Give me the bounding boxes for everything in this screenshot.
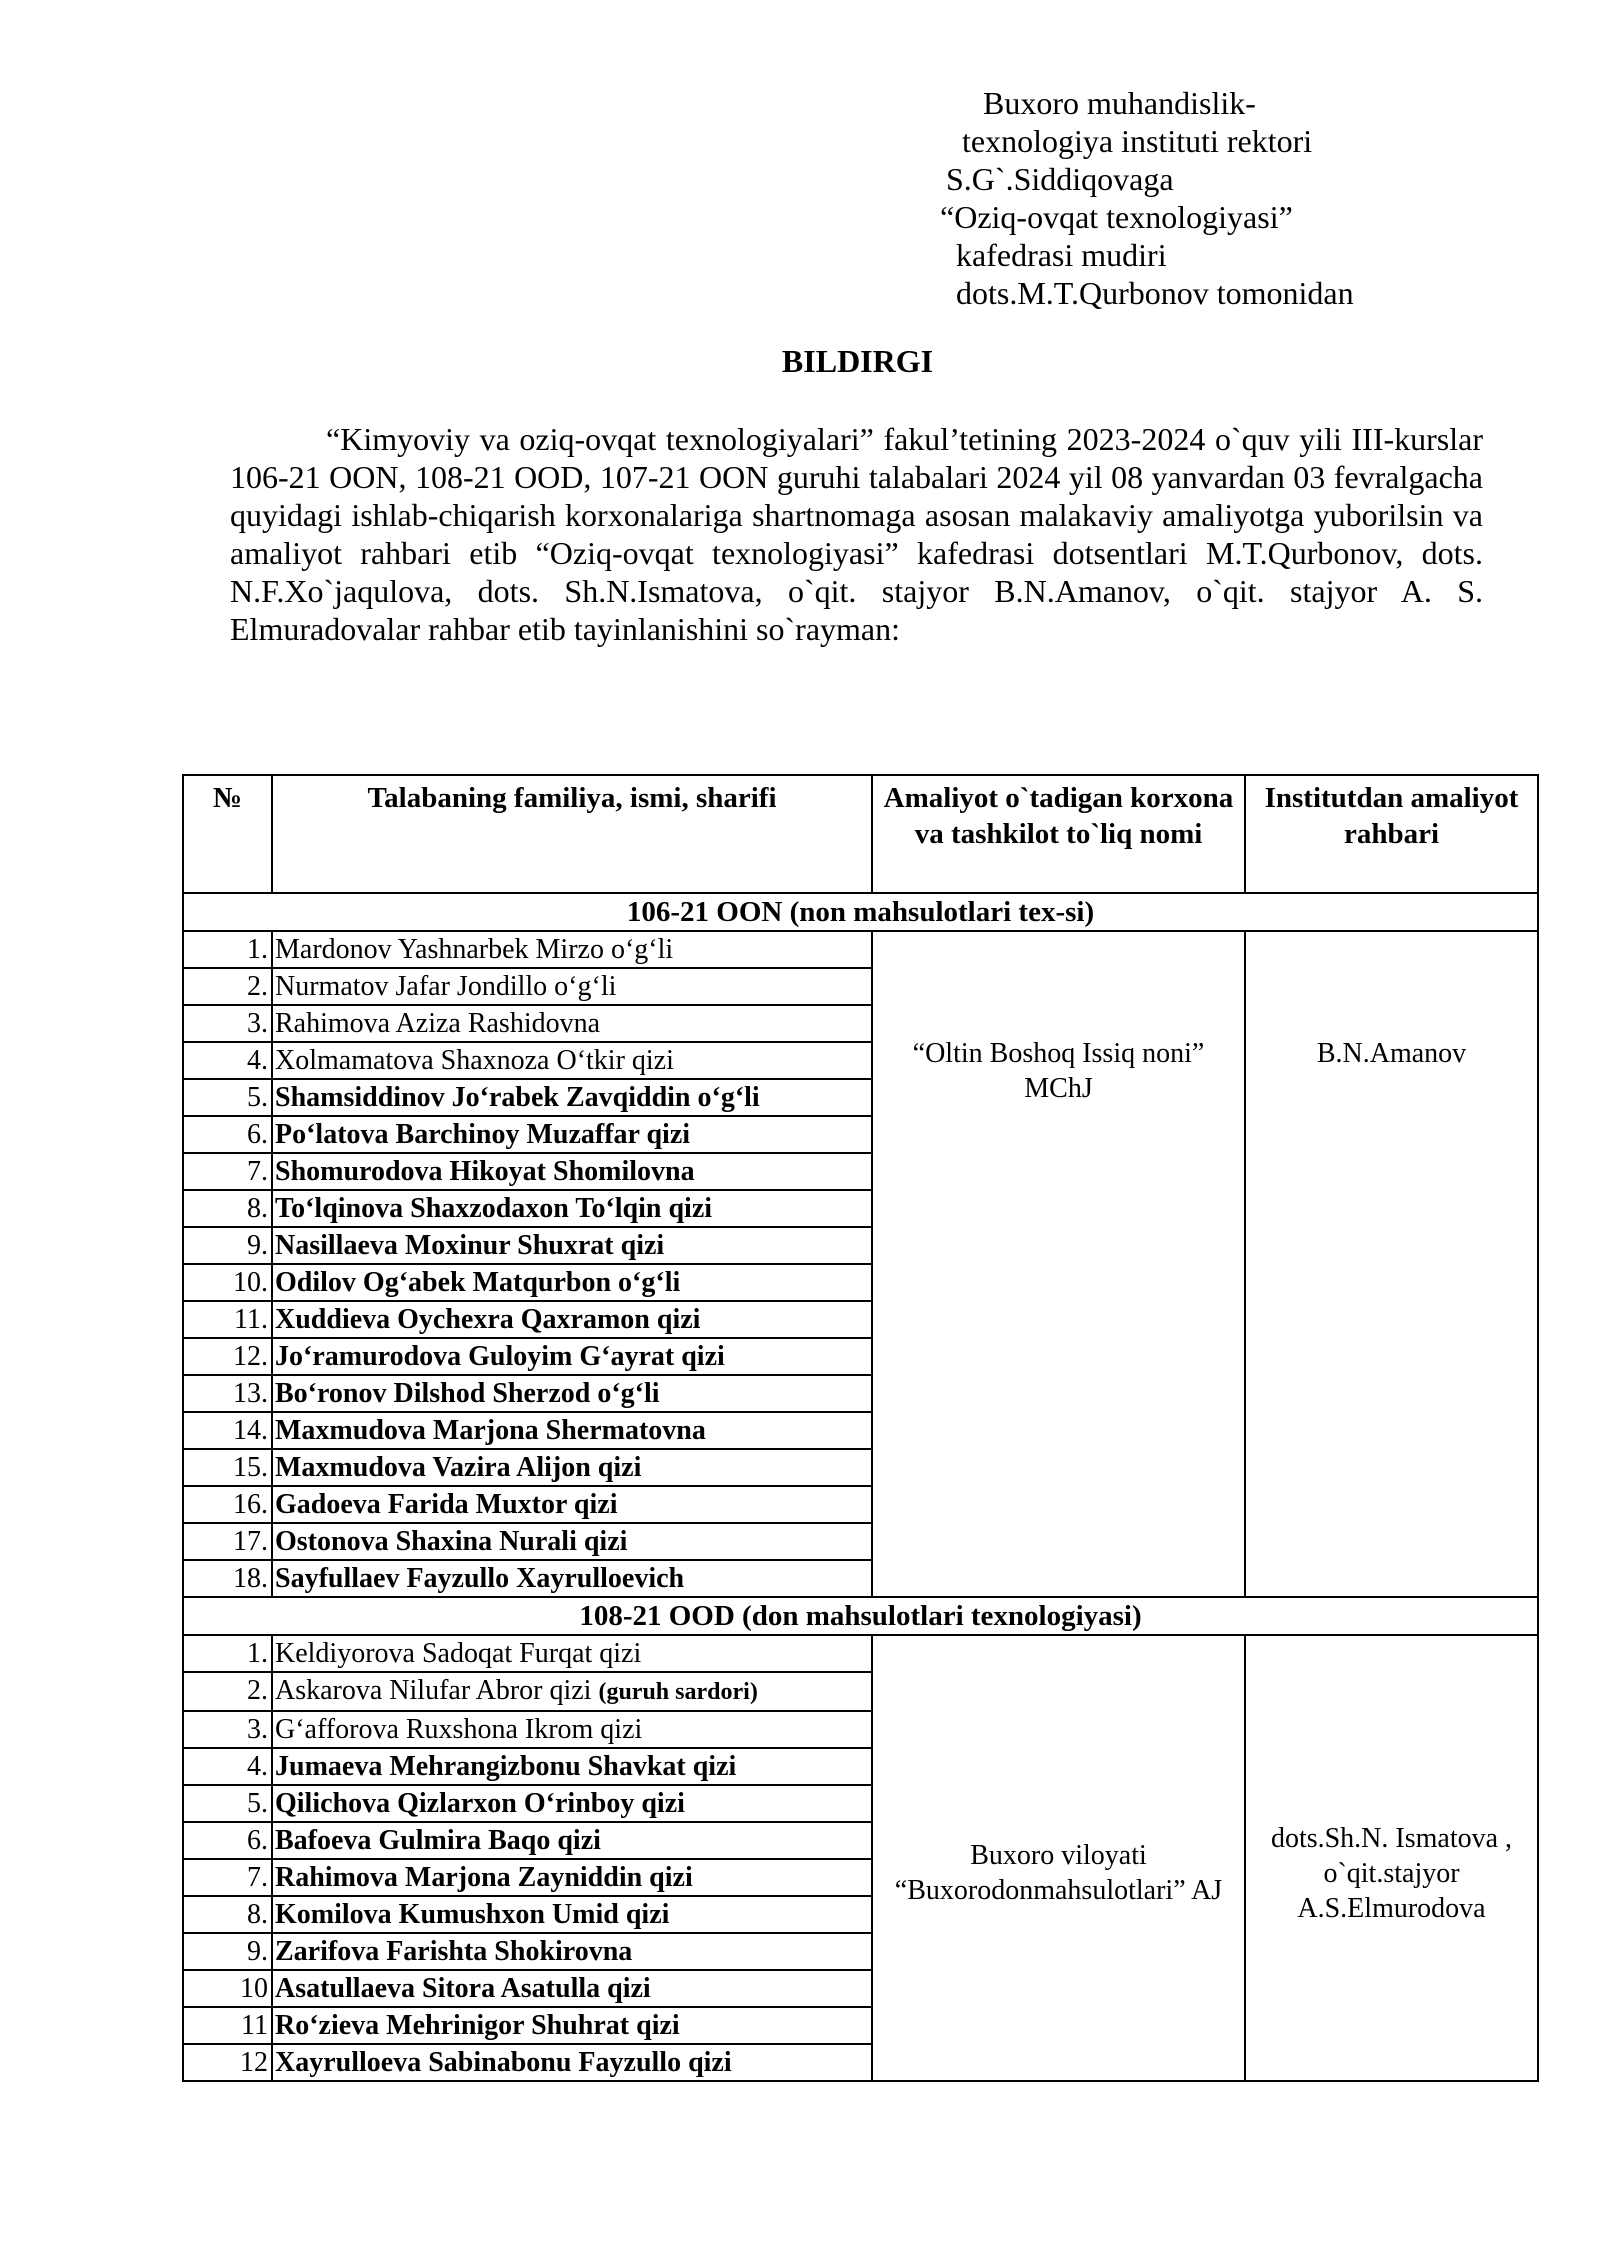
- row-number: 16.: [183, 1486, 272, 1523]
- student-name: Komilova Kumushxon Umid qizi: [275, 1899, 670, 1930]
- row-number: 5.: [183, 1785, 272, 1822]
- student-name-cell: [272, 1711, 872, 1748]
- student-name: Askarova Nilufar Abror qizi: [275, 1675, 592, 1706]
- row-number: 6.: [183, 1822, 272, 1859]
- student-name: Zarifova Farishta Shokirovna: [275, 1936, 633, 1967]
- student-name-cell: [272, 1338, 872, 1375]
- row-number: 11.: [183, 1301, 272, 1338]
- student-name: Qilichova Qizlarxon O‘rinboy qizi: [275, 1788, 685, 1819]
- group-title: 106-21 OON (non mahsulotlari tex-si): [183, 893, 1538, 931]
- student-name-cell: [272, 1672, 872, 1711]
- student-name-cell: [272, 1449, 872, 1486]
- student-name: Rahimova Marjona Zayniddin qizi: [275, 1862, 693, 1893]
- addressee-line: Buxoro muhandislik-: [983, 85, 1256, 121]
- student-name: Bafoeva Gulmira Baqo qizi: [275, 1825, 601, 1856]
- table-row: [183, 1635, 1538, 1672]
- row-number: 2.: [183, 1672, 272, 1711]
- student-name-cell: [272, 1042, 872, 1079]
- row-number: 5.: [183, 1079, 272, 1116]
- row-number: 7.: [183, 1153, 272, 1190]
- row-number: 8.: [183, 1896, 272, 1933]
- addressee-line: S.G`.Siddiqovaga: [946, 161, 1174, 197]
- student-name: Asatullaeva Sitora Asatulla qizi: [275, 1973, 651, 2004]
- table-header-row: [183, 775, 1538, 893]
- student-name: Bo‘ronov Dilshod Sherzod o‘g‘li: [275, 1378, 660, 1409]
- row-number: 12.: [183, 1338, 272, 1375]
- student-name: Xuddieva Oychexra Qaxramon qizi: [275, 1304, 701, 1335]
- row-number: 15.: [183, 1449, 272, 1486]
- row-number: 8.: [183, 1190, 272, 1227]
- student-name: Sayfullaev Fayzullo Xayrulloevich: [275, 1563, 685, 1594]
- student-name: Shamsiddinov Jo‘rabek Zavqiddin o‘g‘li: [275, 1082, 760, 1113]
- document-title: BILDIRGI: [781, 343, 934, 379]
- student-name: Maxmudova Marjona Shermatovna: [275, 1415, 706, 1446]
- row-number: 10.: [183, 1264, 272, 1301]
- student-name-cell: [272, 1301, 872, 1338]
- addressee-line: kafedrasi mudiri: [956, 237, 1167, 273]
- group-header-row: [183, 893, 1538, 931]
- row-number: 17.: [183, 1523, 272, 1560]
- row-number: 4.: [183, 1748, 272, 1785]
- student-name: Rahimova Aziza Rashidovna: [275, 1008, 601, 1039]
- body-paragraph: “Kimyoviy va oziq-ovqat texnologiyalari” fakul’tetining 2023-2024 o`quv yili III-kurslar 106-21 OON, 108-21 OOD, 107-21 OON guruhi talabalari 2024 yil 08 yanvardan 03 fevralgacha quyidagi ishlab-chiqarish korxonalariga shartnomaga asosan malakaviy amaliyotga yuborilsin va amaliyot rahbari etib “Oziq-ovqat texnologiyasi” kafedrasi dotsentlari M.T.Qurbonov, dots. N.F.Xo`jaqulova, dots. Sh.N.Ismatova, o`qit. stajyor B.N.Amanov, o`qit. stajyor A. S. Elmuradovalar rahbar etib tayinlanishini so`rayman:: [230, 421, 1483, 647]
- row-number: 4.: [183, 1042, 272, 1079]
- student-name: Ro‘zieva Mehrinigor Shuhrat qizi: [275, 2010, 680, 2041]
- row-number: 10: [183, 1970, 272, 2007]
- student-name-cell: [272, 1785, 872, 1822]
- student-name-cell: [272, 1005, 872, 1042]
- student-name-cell: [272, 1748, 872, 1785]
- row-number: 18.: [183, 1560, 272, 1597]
- row-number: 2.: [183, 968, 272, 1005]
- row-number: 12: [183, 2044, 272, 2081]
- student-name: G‘afforova Ruxshona Ikrom qizi: [275, 1714, 643, 1745]
- student-name: Nasillaeva Moxinur Shuxrat qizi: [275, 1230, 665, 1261]
- student-name: Po‘latova Barchinoy Muzaffar qizi: [275, 1119, 691, 1150]
- student-name: Mardonov Yashnarbek Mirzo o‘g‘li: [275, 934, 674, 965]
- student-name-cell: [272, 931, 872, 968]
- row-number: 13.: [183, 1375, 272, 1412]
- student-name: Maxmudova Vazira Alijon qizi: [275, 1452, 642, 1483]
- row-number: 1.: [183, 1635, 272, 1672]
- student-name: Xayrulloeva Sabinabonu Fayzullo qizi: [275, 2047, 732, 2078]
- table-body: [183, 893, 1538, 2081]
- addressee-line: dots.M.T.Qurbonov tomonidan: [956, 275, 1354, 311]
- student-name: Gadoeva Farida Muxtor qizi: [275, 1489, 618, 1520]
- student-name-cell: [272, 1970, 872, 2007]
- organization-cell: Buxoro viloyati “Buxorodonmahsulotlari” AJ: [872, 1635, 1245, 2081]
- student-name-cell: [272, 1822, 872, 1859]
- group-title: 108-21 OOD (don mahsulotlari texnologiyasi): [183, 1597, 1538, 1635]
- addressee-line: texnologiya instituti rektori: [962, 123, 1313, 159]
- row-number: 3.: [183, 1005, 272, 1042]
- student-name: Jo‘ramurodova Guloyim G‘ayrat qizi: [275, 1341, 725, 1372]
- row-number: 9.: [183, 1227, 272, 1264]
- student-name-cell: [272, 1859, 872, 1896]
- student-name-cell: [272, 1635, 872, 1672]
- row-number: 9.: [183, 1933, 272, 1970]
- student-name-cell: [272, 1375, 872, 1412]
- table-row: [183, 931, 1538, 968]
- header-supervisor: Institutdan amaliyot rahbari: [1245, 775, 1538, 893]
- student-name: Odilov Og‘abek Matqurbon o‘g‘li: [275, 1267, 681, 1298]
- student-name: Shomurodova Hikoyat Shomilovna: [275, 1156, 695, 1187]
- student-name: Ostonova Shaxina Nurali qizi: [275, 1526, 628, 1557]
- student-name-cell: [272, 2007, 872, 2044]
- student-name: Keldiyorova Sadoqat Furqat qizi: [275, 1638, 642, 1669]
- student-name-cell: [272, 2044, 872, 2081]
- student-name: Nurmatov Jafar Jondillo o‘g‘li: [275, 971, 617, 1002]
- row-number: 3.: [183, 1711, 272, 1748]
- student-name-cell: [272, 1896, 872, 1933]
- student-name-cell: [272, 1264, 872, 1301]
- row-number: 7.: [183, 1859, 272, 1896]
- student-name-cell: [272, 1412, 872, 1449]
- student-name-cell: [272, 968, 872, 1005]
- addressee-block: [940, 84, 1500, 312]
- supervisor-cell: dots.Sh.N. Ismatova , o`qit.stajyor A.S.Elmurodova: [1245, 1635, 1538, 2081]
- student-name: To‘lqinova Shaxzodaxon To‘lqin qizi: [275, 1193, 713, 1224]
- row-number: 14.: [183, 1412, 272, 1449]
- student-name-cell: [272, 1560, 872, 1597]
- student-name-cell: [272, 1486, 872, 1523]
- row-number: 6.: [183, 1116, 272, 1153]
- student-name-cell: [272, 1227, 872, 1264]
- student-name-cell: [272, 1153, 872, 1190]
- supervisor-cell: B.N.Amanov: [1245, 931, 1538, 1597]
- student-name-cell: [272, 1116, 872, 1153]
- student-name: Xolmamatova Shaxnoza O‘tkir qizi: [275, 1045, 674, 1076]
- student-note: (guruh sardori): [598, 1679, 758, 1705]
- organization-cell: “Oltin Boshoq Issiq noni” MChJ: [872, 931, 1245, 1597]
- student-name: Jumaeva Mehrangizbonu Shavkat qizi: [275, 1751, 737, 1782]
- header-name: Talabaning familiya, ismi, sharifi: [272, 775, 872, 893]
- student-name-cell: [272, 1079, 872, 1116]
- row-number: 1.: [183, 931, 272, 968]
- addressee-line: “Oziq-ovqat texnologiyasi”: [940, 199, 1293, 235]
- group-header-row: [183, 1597, 1538, 1635]
- student-name-cell: [272, 1190, 872, 1227]
- row-number: 11: [183, 2007, 272, 2044]
- students-table: [182, 774, 1539, 2082]
- header-org: Amaliyot o`tadigan korxona va tashkilot to`liq nomi: [872, 775, 1245, 893]
- student-name-cell: [272, 1523, 872, 1560]
- student-name-cell: [272, 1933, 872, 1970]
- header-num: №: [183, 775, 272, 893]
